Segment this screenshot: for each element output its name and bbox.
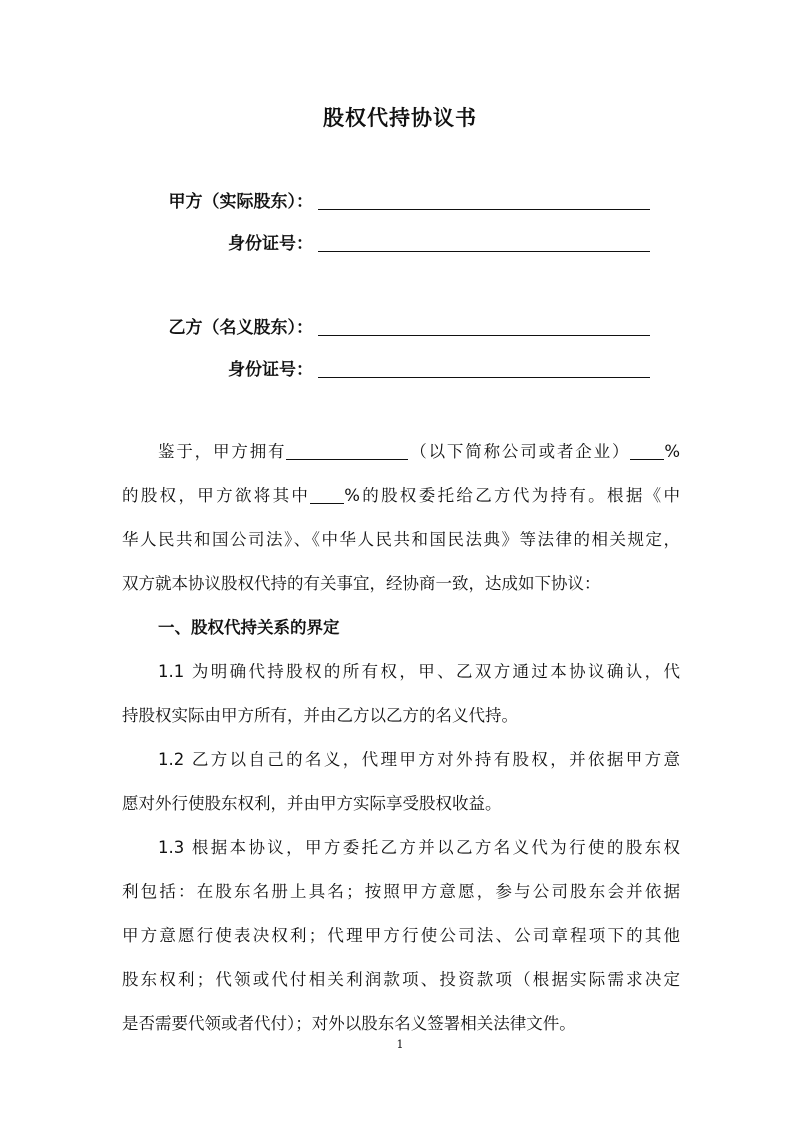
clause-1-1-line-1: 1.1 为明确代持股权的所有权，甲、乙双方通过本协议确认，代 xyxy=(158,662,680,681)
percent-sign: % xyxy=(664,442,680,461)
party-b-label: 乙方（名义股东）： xyxy=(168,318,313,338)
preamble-line-4: 双方就本协议股权代持的有关事宜，经协商一致，达成如下协议： xyxy=(122,574,601,593)
party-a-id-field[interactable] xyxy=(318,251,650,252)
preamble-text: %的股权委托给乙方代为持有。根据《中 xyxy=(344,486,680,505)
clause-1-3-line-3: 甲方意愿行使表决权利；代理甲方行使公司法、公司章程项下的其他 xyxy=(122,926,680,945)
party-b-id-label: 身份证号： xyxy=(228,360,313,380)
total-percent-blank[interactable] xyxy=(630,441,664,460)
preamble-text: 鉴于，甲方拥有 xyxy=(158,442,287,461)
clause-1-3-line-2: 利包括：在股东名册上具名；按照甲方意愿，参与公司股东会并依据 xyxy=(122,882,680,901)
preamble-text: 的股权，甲方欲将其中 xyxy=(122,486,311,505)
preamble-line-2 xyxy=(122,474,680,518)
document-title: 股权代持协议书 xyxy=(323,106,477,130)
party-a-row xyxy=(0,186,800,214)
party-b-row xyxy=(0,312,800,340)
agreement-body xyxy=(122,430,680,1046)
section-1-heading: 一、股权代持关系的界定 xyxy=(158,618,340,637)
preamble-line-1 xyxy=(122,430,680,474)
party-b-id-row xyxy=(0,354,800,382)
party-a-label: 甲方（实际股东）： xyxy=(168,192,313,212)
entrusted-percent-blank[interactable] xyxy=(310,485,344,504)
company-name-blank[interactable] xyxy=(286,441,408,460)
clause-1-3-line-4: 股东权利；代领或代付相关利润款项、投资款项（根据实际需求决定 xyxy=(122,970,680,989)
page-number: 1 xyxy=(396,1038,404,1051)
party-a-id-row xyxy=(0,228,800,256)
clause-1-1-line-2: 持股权实际由甲方所有，并由乙方以乙方的名义代持。 xyxy=(122,706,518,725)
clause-1-3-line-1: 1.3 根据本协议，甲方委托乙方并以乙方名义代为行使的股东权 xyxy=(158,838,680,857)
party-a-name-field[interactable] xyxy=(318,209,650,210)
preamble-text: （以下简称公司或者企业） xyxy=(408,442,631,461)
party-b-id-field[interactable] xyxy=(318,377,650,378)
preamble-line-3: 华人民共和国公司法》、《中华人民共和国民法典》等法律的相关规定， xyxy=(122,530,680,549)
party-a-id-label: 身份证号： xyxy=(228,234,313,254)
clause-1-3-line-5: 是否需要代领或者代付）；对外以股东名义签署相关法律文件。 xyxy=(122,1014,576,1033)
clause-1-2-line-2: 愿对外行使股东权利，并由甲方实际享受股权收益。 xyxy=(122,794,502,813)
clause-1-2-line-1: 1.2 乙方以自己的名义，代理甲方对外持有股权，并依据甲方意 xyxy=(158,750,680,769)
party-b-name-field[interactable] xyxy=(318,335,650,336)
